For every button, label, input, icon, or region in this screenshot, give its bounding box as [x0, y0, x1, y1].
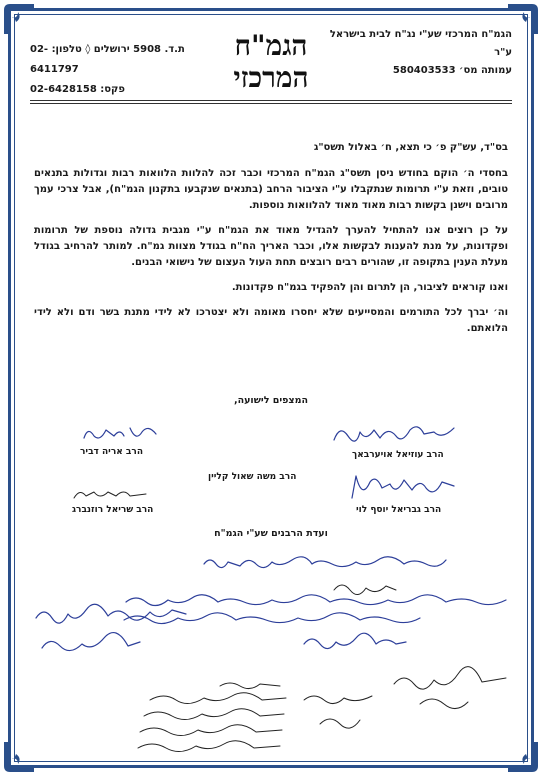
letter-body: [34, 140, 508, 346]
letter-date: בס"ד, עש"ק פ׳ כי תצא, ח׳ באלול תשס"ג: [313, 142, 508, 153]
signatory-name-4: הרב גבריאל יוסף לוי: [356, 505, 442, 515]
header-divider: [30, 103, 512, 104]
logo-line-2: המרכזי: [233, 61, 309, 94]
org-logo: [211, 30, 331, 94]
handwritten-endorsement-icon: [130, 678, 290, 758]
letter-paragraph-1: בחסדי ה׳ הוקם בחודש ניסן תשס"ג הגמ"ח המרכזי וכבר זכה להלוות הלוואות רבות וגדולות בתנאים טובים, וזאת ע"י תרומות שנתקבלו ע"י הציבור הרחב (בתנאים שנקבעו בתקנון הגמ"ח), אבל צרכי עמך מרובים וישנן בקשות רבות מאוד מאוד להלוואות נוספות.: [34, 168, 508, 211]
letterhead-contact-info: [30, 40, 200, 100]
signature-rabbi-2-icon: [80, 420, 160, 448]
org-name: הגמ"ח המרכזי שע"י נג"ח לבית בישראל ע"ר: [329, 29, 512, 58]
amuta-label: עמותה מס׳: [459, 65, 512, 76]
header-divider: [30, 100, 512, 101]
amuta-number: 580403533: [392, 65, 456, 76]
letter-paragraph-2: על כן רוצים אנו להתחיל להערך להגדיל מאוד את הגמ"ח ע"י מגבית גדולה נוספת של תרומות ופקדונות, על מנת להענות לבקשות אלו, וכבר האריך הח"ח בגודל מצוות גמ"ח. למותר להרחיב בגודל מעלת הענין בתקופה זו, שהורים רבים רובצים תחת העול העצום של נישואי הבנים.: [34, 225, 508, 268]
handwritten-endorsement-icon: [300, 630, 410, 654]
signatory-name-5: הרב שריאל רוזנברג: [72, 505, 154, 515]
signature-rabbi-4-icon: [348, 470, 458, 506]
signatory-name-2: הרב אריה דביר: [80, 447, 144, 457]
signatory-name-1: הרב עוזיאל אויערבאך: [352, 450, 444, 460]
signatory-name-3: הרב משה שאול קליין: [208, 472, 297, 482]
amuta-line: [322, 62, 512, 80]
handwritten-endorsement-icon: [30, 598, 190, 658]
corner-ornament-icon: [2, 2, 36, 36]
pobox-line: ת.ד. 5908 ירושלים ◊ טלפון:: [51, 44, 185, 55]
corner-ornament-icon: [506, 740, 540, 774]
signature-rabbi-5-icon: [70, 484, 150, 504]
contact-fax-row: [30, 80, 200, 100]
letterhead-org-info: [322, 26, 512, 80]
closing-line: המצפים לישועה,: [233, 395, 309, 406]
handwritten-endorsement-icon: [390, 664, 510, 714]
signature-rabbi-1-icon: [330, 420, 460, 450]
logo-line-1: הגמ"ח: [234, 29, 308, 62]
committee-line: ועדת הרבנים שע"י הגמ"ח: [214, 528, 328, 539]
letter-paragraph-4: וה׳ יברך לכל התורמים והמסייעים שלא יחסרו מאומה ולא יצטרכו לא לידי מתנת בשר ודם ולא לידי הלואתם.: [34, 307, 508, 334]
fax-label: פקס:: [100, 84, 126, 95]
contact-phone-row: [30, 40, 200, 80]
handwritten-endorsement-icon: [200, 548, 450, 578]
corner-ornament-icon: [2, 740, 36, 774]
handwritten-endorsement-icon: [300, 688, 380, 738]
phone-number[interactable]: 02-6411797: [30, 44, 79, 75]
fax-number: 02-6428158: [30, 84, 97, 95]
letter-paragraph-3: ואנו קוראים לציבור, הן לתרום והן להפקיד בגמ"ח פקדונות.: [231, 282, 508, 293]
